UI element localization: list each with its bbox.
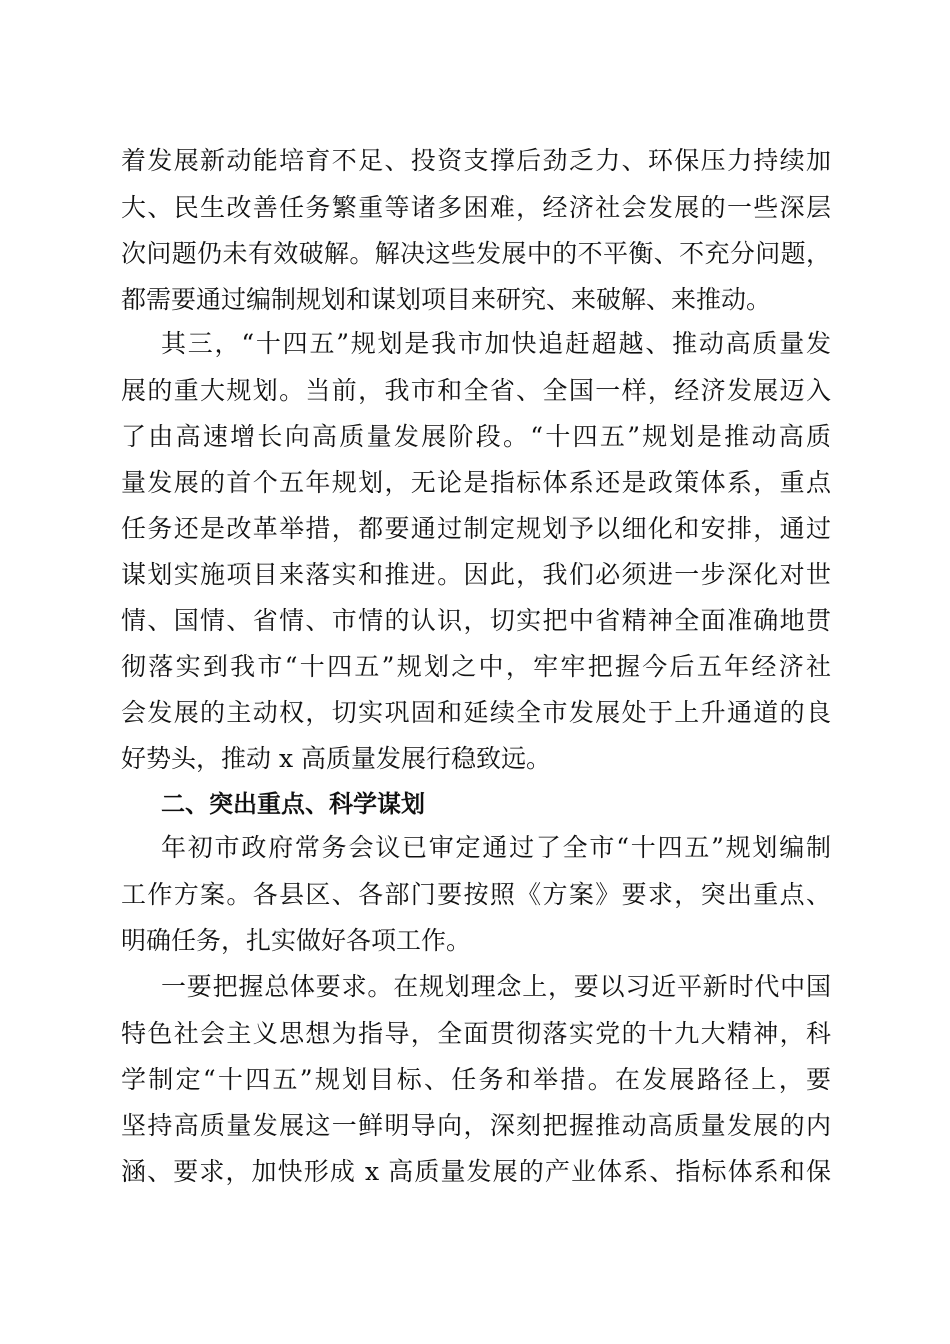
paragraph-line: 了由高速增长向高质量发展阶段。“十四五”规划是推动高质 [121,422,831,451]
paragraph-line: 情、国情、省情、市情的认识，切实把中省精神全面准确地贯 [121,606,831,635]
section-heading: 二、突出重点、科学谋划 [161,790,425,818]
paragraph-line: 坚持高质量发展这一鲜明导向，深刻把握推动高质量发展的内 [121,1111,831,1140]
paragraph-line: 量发展的首个五年规划，无论是指标体系还是政策体系，重点 [121,468,831,497]
paragraph-line: 都需要通过编制规划和谋划项目来研究、来破解、来推动。 [121,285,772,314]
paragraph-line: 会发展的主动权，切实巩固和延续全市发展处于上升通道的良 [121,698,831,727]
paragraph-line: 大、民生改善任务繁重等诸多困难，经济社会发展的一些深层 [121,193,831,222]
paragraph-line: 次问题仍未有效破解。解决这些发展中的不平衡、不充分问题， [121,239,831,268]
paragraph-line: 彻落实到我市“十四五”规划之中，牢牢把握今后五年经济社 [121,652,831,681]
paragraph-line: 任务还是改革举措，都要通过制定规划予以细化和安排，通过 [121,514,831,543]
paragraph-line: 其三，“十四五”规划是我市加快追赶超越、推动高质量发 [161,329,831,358]
paragraph-line: 年初市政府常务会议已审定通过了全市“十四五”规划编制 [161,833,831,862]
paragraph-line: 明确任务，扎实做好各项工作。 [121,926,472,955]
paragraph-line: 涵、要求，加快形成 x 高质量发展的产业体系、指标体系和保 [121,1157,831,1186]
paragraph-line: 展的重大规划。当前，我市和全省、全国一样，经济发展迈入 [121,376,831,405]
paragraph-line: 学制定“十四五”规划目标、任务和举措。在发展路径上，要 [121,1065,831,1094]
paragraph-line: 一要把握总体要求。在规划理念上，要以习近平新时代中国 [161,972,831,1001]
paragraph-line: 工作方案。各县区、各部门要按照《方案》要求，突出重点、 [121,880,831,909]
paragraph-line: 着发展新动能培育不足、投资支撑后劲乏力、环保压力持续加 [121,146,831,175]
paragraph-line: 特色社会主义思想为指导，全面贯彻落实党的十九大精神，科 [121,1019,831,1048]
paragraph-line: 谋划实施项目来落实和推进。因此，我们必须进一步深化对世 [121,560,831,589]
paragraph-line: 好势头，推动 x 高质量发展行稳致远。 [121,744,551,773]
